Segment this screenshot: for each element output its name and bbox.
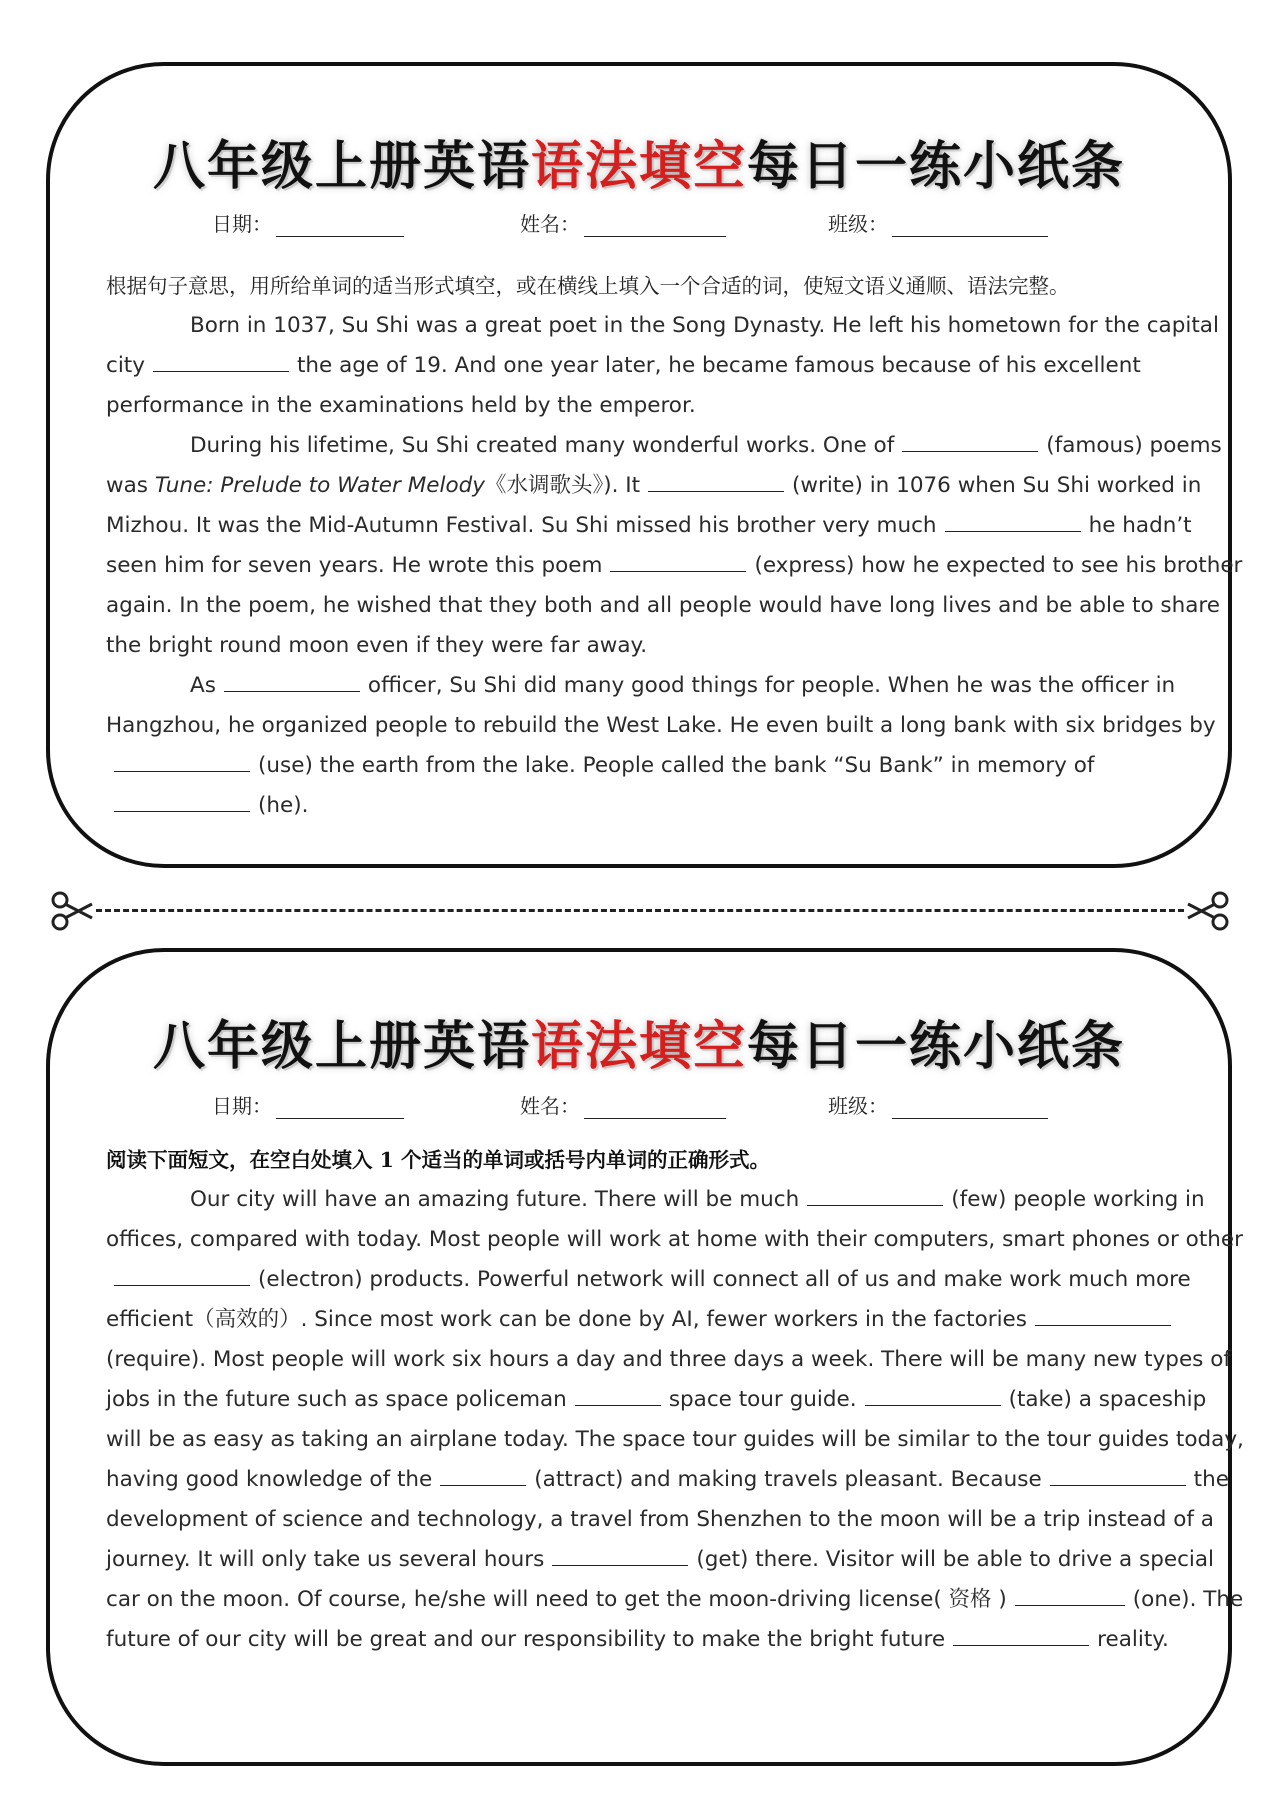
passage-text: the development of science and technology, a travel from Shenzhen to the moon will be a trip instead of a journey. It will only take us several hours xyxy=(106,1467,1229,1572)
title-part: 每日一练小纸条 xyxy=(747,136,1126,197)
dashed-divider xyxy=(96,909,1184,912)
passage-text: (famous) poems was xyxy=(106,433,1222,498)
passage-text: reality. xyxy=(1097,1627,1169,1652)
title-part: 每日一练小纸条 xyxy=(747,1016,1126,1077)
passage-text: (few) people working in offices, compared with today. Most people will work at home with their computers, smart phones or other xyxy=(106,1187,1243,1252)
paragraph xyxy=(106,426,1244,666)
scissors-icon xyxy=(1184,888,1230,934)
class-field[interactable] xyxy=(828,208,1048,237)
worksheet-title xyxy=(50,124,1228,199)
answer-blank[interactable] xyxy=(440,1463,526,1486)
passage-text: (get) there. Visitor will be able to drive a special car on the moon. Of course, he/she will need to get the moon-driving license( 资格 ) xyxy=(106,1547,1215,1612)
title-highlight: 语法填空 xyxy=(530,136,747,197)
passage-text: As xyxy=(190,673,216,698)
worksheet-card-1 xyxy=(46,62,1243,868)
answer-blank[interactable] xyxy=(1035,1303,1171,1326)
name-blank[interactable] xyxy=(584,212,726,237)
instruction-text: 根据句子意思，用所给单词的适当形式填空，或在横线上填入一个合适的词，使短文语义通顺、语法完整。 xyxy=(106,274,1070,298)
passage-text: During his lifetime, Su Shi created many wonderful works. One of xyxy=(190,433,895,458)
passage-2 xyxy=(106,1140,1244,1660)
answer-blank[interactable] xyxy=(807,1183,943,1206)
passage-text: (one). The future of our city will be great and our responsibility to make the bright future xyxy=(106,1587,1244,1652)
paragraph xyxy=(106,666,1244,826)
passage-text: (write) in 1076 when Su Shi worked in Mizhou. It was the Mid-Autumn Festival. Su Shi missed his brother very much xyxy=(106,473,1202,538)
passage-1 xyxy=(106,266,1244,826)
name-field[interactable] xyxy=(520,1090,726,1119)
answer-blank[interactable] xyxy=(945,509,1081,532)
passage-text: (express) how he expected to see his brother again. In the poem, he wished that they both and all people would have long lives and be able to share the bright round moon even if they were far away. xyxy=(106,553,1243,658)
passage-text: (take) a spaceship will be as easy as taking an airplane today. The space tour guides will be similar to the tour guides today, having good knowledge of the xyxy=(106,1387,1244,1492)
date-blank[interactable] xyxy=(276,1094,404,1119)
passage-text: officer, Su Shi did many good things for people. When he was the officer in Hangzhou, he organized people to rebuild the West Lake. He even built a long bank with six bridges by xyxy=(106,673,1216,738)
instruction-text: 阅读下面短文，在空白处填入 1 个适当的单词或括号内单词的正确形式。 xyxy=(106,1148,771,1172)
paragraph xyxy=(106,1180,1244,1660)
cut-line xyxy=(0,880,1280,940)
class-blank[interactable] xyxy=(892,1094,1048,1119)
class-label: 班级： xyxy=(828,212,888,236)
answer-blank[interactable] xyxy=(575,1383,661,1406)
name-blank[interactable] xyxy=(584,1094,726,1119)
date-label: 日期： xyxy=(212,212,272,236)
answer-blank[interactable] xyxy=(1050,1463,1186,1486)
passage-text: (attract) and making travels pleasant. Because xyxy=(534,1467,1042,1492)
worksheet-card-2 xyxy=(46,948,1244,1766)
passage-text: Our city will have an amazing future. There will be much xyxy=(190,1187,800,1212)
class-label: 班级： xyxy=(828,1094,888,1118)
passage-text: 《水调歌头》). It xyxy=(484,473,641,498)
date-blank[interactable] xyxy=(276,212,404,237)
header-fields xyxy=(50,208,1228,242)
paragraph xyxy=(106,306,1244,426)
date-field[interactable] xyxy=(212,1090,404,1119)
passage-text: the age of 19. And one year later, he became famous because of his excellent performance in the examinations held by the emperor. xyxy=(106,353,1141,418)
answer-blank[interactable] xyxy=(610,549,746,572)
answer-blank[interactable] xyxy=(114,789,250,812)
name-field[interactable] xyxy=(520,208,726,237)
class-field[interactable] xyxy=(828,1090,1048,1119)
name-label: 姓名： xyxy=(520,1094,580,1118)
answer-blank[interactable] xyxy=(153,349,289,372)
passage-text: (use) the earth from the lake. People called the bank “Su Bank” in memory of xyxy=(258,753,1095,778)
passage-text: (he). xyxy=(258,793,309,818)
worksheet-title xyxy=(50,1004,1228,1079)
class-blank[interactable] xyxy=(892,212,1048,237)
passage-text: Born in 1037, Su Shi was a great poet in the Song Dynasty. He left his hometown for the capital city xyxy=(106,313,1219,378)
passage-text: space tour guide. xyxy=(668,1387,857,1412)
answer-blank[interactable] xyxy=(648,469,784,492)
date-field[interactable] xyxy=(212,208,404,237)
answer-blank[interactable] xyxy=(114,749,250,772)
name-label: 姓名： xyxy=(520,212,580,236)
scissors-icon xyxy=(50,888,96,934)
title-highlight: 语法填空 xyxy=(530,1016,747,1077)
passage-text: (electron) products. Powerful network will connect all of us and make work much more efficient（高效的）. Since most work can be done by AI, fewer workers in the factories xyxy=(106,1267,1191,1332)
answer-blank[interactable] xyxy=(953,1623,1089,1646)
title-part: 八年级上册英语 xyxy=(152,136,531,197)
date-label: 日期： xyxy=(212,1094,272,1118)
poem-title: Tune: Prelude to Water Melody xyxy=(154,473,485,498)
answer-blank[interactable] xyxy=(865,1383,1001,1406)
answer-blank[interactable] xyxy=(114,1263,250,1286)
answer-blank[interactable] xyxy=(552,1543,688,1566)
header-fields xyxy=(50,1090,1228,1124)
answer-blank[interactable] xyxy=(1015,1583,1125,1606)
title-part: 八年级上册英语 xyxy=(152,1016,531,1077)
passage-text: (require). Most people will work six hours a day and three days a week. There will be many new types of jobs in the future such as space policeman xyxy=(106,1347,1231,1412)
answer-blank[interactable] xyxy=(224,669,360,692)
answer-blank[interactable] xyxy=(902,429,1038,452)
passage-text: he hadn’t seen him for seven years. He wrote this poem xyxy=(106,513,1192,578)
